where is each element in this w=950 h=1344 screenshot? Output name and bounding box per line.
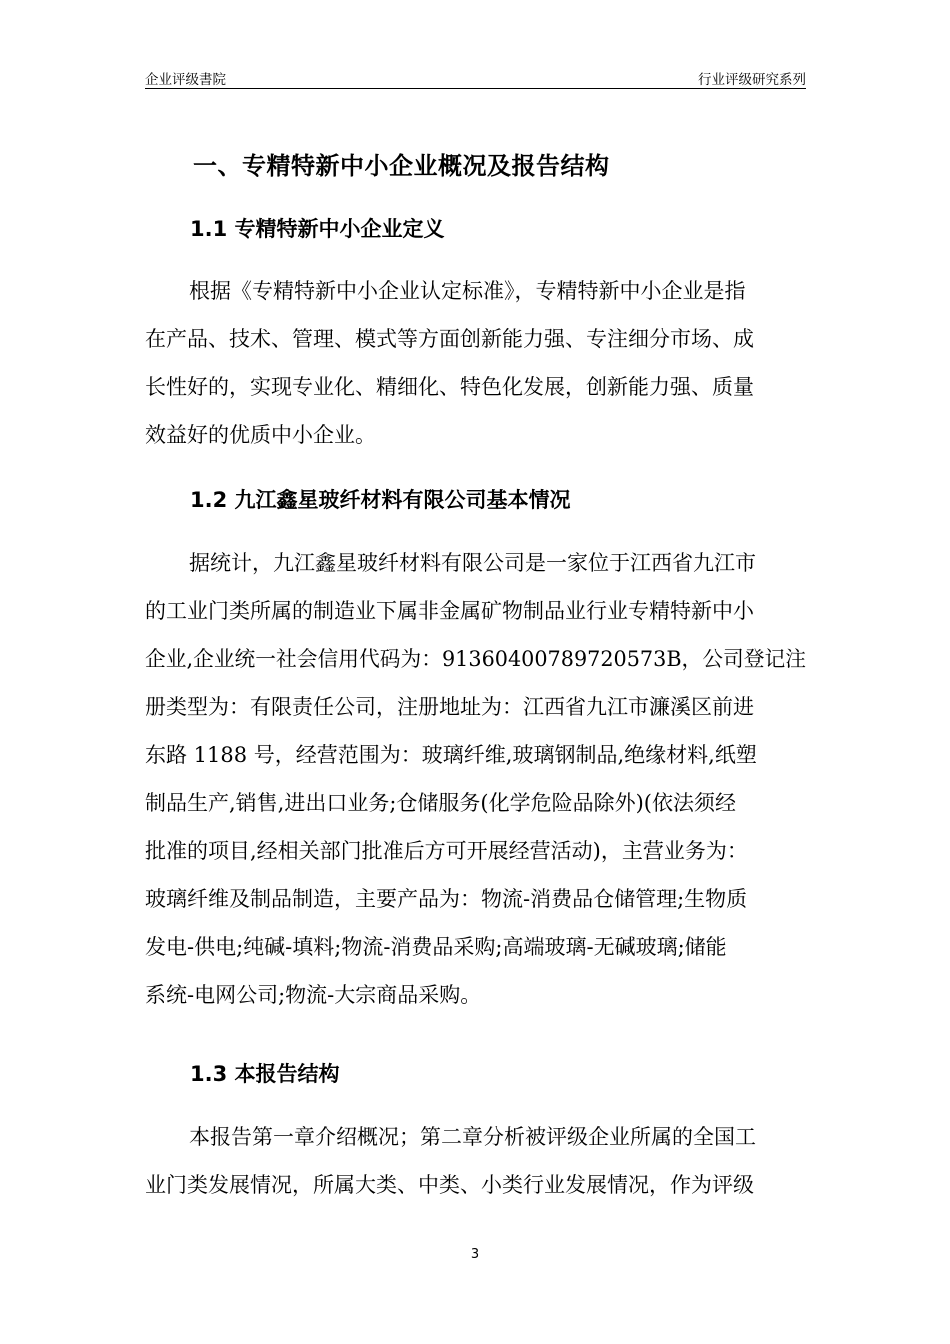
paragraph-line: 本报告第一章介绍概况；第二章分析被评级企业所属的全国工 [189,1125,756,1149]
paragraph-line: 册类型为：有限责任公司，注册地址为：江西省九江市濂溪区前进 [145,695,754,719]
page-header [145,66,806,89]
paragraph-line: 的工业门类所属的制造业下属非金属矿物制品业行业专精特新中小 [145,599,754,623]
chapter-title: 一、专精特新中小企业概况及报告结构 [193,152,610,180]
paragraph-line: 长性好的，实现专业化、精细化、特色化发展，创新能力强、质量 [145,375,754,399]
section-1-2-heading: 1.2 九江鑫星玻纤材料有限公司基本情况 [190,488,571,512]
paragraph-line: 玻璃纤维及制品制造，主要产品为：物流-消费品仓储管理;生物质 [145,887,748,911]
paragraph-line: 根据《专精特新中小企业认定标准》，专精特新中小企业是指 [189,279,746,303]
paragraph-line: 在产品、技术、管理、模式等方面创新能力强、专注细分市场、成 [145,327,754,351]
page-number: 3 [470,1247,480,1262]
header-left-text: 企业评级書院 [145,72,226,88]
paragraph-line: 发电-供电;纯碱-填料;物流-消费品采购;高端玻璃-无碱玻璃;储能 [145,935,727,959]
paragraph-line: 东路 1188 号，经营范围为：玻璃纤维,玻璃钢制品,绝缘材料,纸塑 [145,743,757,767]
section-1-3-heading: 1.3 本报告结构 [190,1062,340,1086]
paragraph-line: 系统-电网公司;物流-大宗商品采购。 [145,983,482,1007]
paragraph-line: 业门类发展情况，所属大类、中类、小类行业发展情况，作为评级 [145,1173,754,1197]
header-right-text: 行业评级研究系列 [698,72,806,88]
paragraph-line: 制品生产,销售,进出口业务;仓储服务(化学危险品除外)(依法须经 [145,791,737,815]
paragraph-line: 据统计，九江鑫星玻纤材料有限公司是一家位于江西省九江市 [189,551,756,575]
paragraph-line: 批准的项目,经相关部门批准后方可开展经营活动)，主营业务为： [145,839,748,863]
section-1-1-heading: 1.1 专精特新中小企业定义 [190,217,445,241]
paragraph-line: 效益好的优质中小企业。 [145,423,376,447]
paragraph-line: 企业,企业统一社会信用代码为：91360400789720573B，公司登记注 [145,647,807,671]
